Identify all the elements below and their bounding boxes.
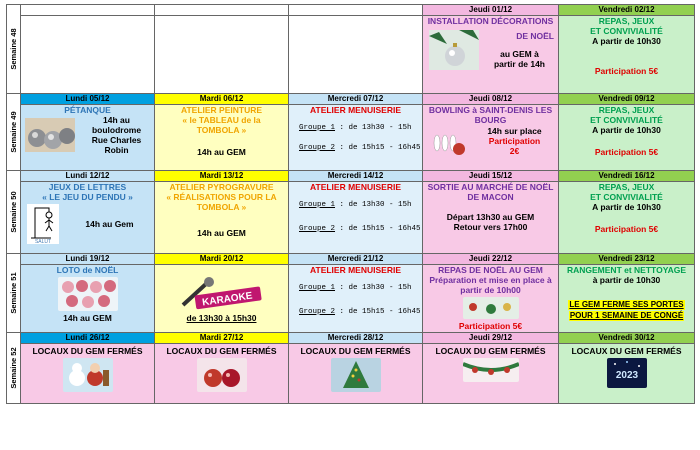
- activity-title: BOWLING à SAINT-DENIS LES: [428, 105, 553, 115]
- activity-title: REPAS, JEUX: [598, 16, 655, 26]
- day-header-wednesday: Mercredi 07/12: [289, 94, 423, 105]
- activity-cell: [423, 182, 559, 254]
- day-header-monday: Lundi 05/12: [21, 94, 155, 105]
- day-header-friday: Vendredi 30/12: [559, 333, 695, 344]
- week-label-51: Semaine 51: [7, 254, 21, 333]
- activity-info: 14h au GEM: [197, 147, 246, 157]
- activity-title: « LE JEU DU PENDU »: [42, 192, 133, 202]
- activity-cell: [155, 265, 289, 333]
- activity-title: « RÉALISATIONS POUR LA: [166, 192, 277, 202]
- activity-title: ATELIER PYROGRAVURE: [169, 182, 274, 192]
- christmas-characters-image: [63, 358, 113, 392]
- hangman-caption: SALUT: [34, 239, 52, 244]
- participation-fee: Participation 5€: [594, 224, 659, 234]
- week-48-body-row: [7, 16, 695, 94]
- activity-title: REPAS DE NOËL AU GEM: [438, 265, 543, 275]
- day-header-friday: Vendredi 09/12: [559, 94, 695, 105]
- activity-cell: [559, 182, 695, 254]
- activity-info: au GEM à: [500, 49, 539, 59]
- activity-cell: [423, 16, 559, 94]
- week-51-header-row: [7, 254, 695, 265]
- activity-title: ATELIER PEINTURE: [180, 105, 263, 115]
- day-header-thursday: Jeudi 29/12: [423, 333, 559, 344]
- activity-cell: [21, 265, 155, 333]
- activity-title: INSTALLATION DÉCORATIONS: [427, 16, 554, 26]
- activity-info: Préparation et mise en place à: [429, 275, 552, 285]
- group-time: : de 13h30 - 15h: [339, 284, 412, 292]
- week-label-52: Semaine 52: [7, 333, 21, 404]
- activity-title: ATELIER MENUISERIE: [310, 265, 401, 275]
- group-label: Groupe 2: [299, 144, 336, 152]
- closed-notice: LOCAUX DU GEM FERMÉS: [571, 346, 682, 356]
- activity-time: A partir de 10h30: [592, 36, 661, 46]
- closed-cell: [21, 344, 155, 404]
- activity-cell: [289, 105, 423, 171]
- group-label: Groupe 2: [299, 308, 336, 316]
- day-header-thursday: Jeudi 22/12: [423, 254, 559, 265]
- activity-title: BOURG: [474, 115, 507, 125]
- karaoke-caption: KARAOKE: [201, 290, 253, 309]
- day-header-tuesday: Mardi 06/12: [155, 94, 289, 105]
- activity-title: PÉTANQUE: [64, 105, 111, 115]
- activity-title: ET CONVIVIALITÉ: [590, 115, 663, 125]
- activity-cell: [559, 265, 695, 333]
- day-header-tuesday: Mardi 27/12: [155, 333, 289, 344]
- activity-info: partir de 10h00: [460, 285, 521, 295]
- activity-title: LOTO de NOËL: [56, 265, 119, 275]
- participation-fee: Participation 5€: [594, 66, 659, 76]
- closed-notice: LOCAUX DU GEM FERMÉS: [166, 346, 277, 356]
- group-time: : de 13h30 - 15h: [339, 124, 412, 132]
- group-time: : de 15h15 - 16h45: [339, 225, 421, 233]
- activity-info: Rue Charles: [91, 135, 142, 145]
- week-label-49: Semaine 49: [7, 94, 21, 171]
- activity-info: Retour vers 17h00: [453, 222, 528, 232]
- activity-cell: [289, 182, 423, 254]
- activity-title: DE MACON: [467, 192, 514, 202]
- activity-cell: [423, 105, 559, 171]
- christmas-garland-image: [463, 358, 519, 382]
- activity-title: ATELIER MENUISERIE: [310, 182, 401, 192]
- week-49-header-row: [7, 94, 695, 105]
- day-header-tuesday: Mardi 20/12: [155, 254, 289, 265]
- activity-title: ATELIER MENUISERIE: [310, 105, 401, 115]
- new-year-caption: 2023: [615, 370, 638, 381]
- closed-notice: LOCAUX DU GEM FERMÉS: [32, 346, 143, 356]
- activity-info: 14h au Gem: [85, 219, 134, 229]
- participation-fee: 2€: [509, 146, 520, 156]
- activity-info: partir de 14h: [493, 59, 546, 69]
- closed-cell: [289, 344, 423, 404]
- activity-title: SORTIE AU MARCHÉ DE NOËL: [427, 182, 554, 192]
- week-49-body-row: [7, 105, 695, 171]
- group-time: : de 15h15 - 16h45: [339, 308, 421, 316]
- activity-info: 14h au: [103, 115, 130, 125]
- day-header-wednesday: Mercredi 21/12: [289, 254, 423, 265]
- empty-header: [289, 5, 423, 16]
- day-header-friday: Vendredi 23/12: [559, 254, 695, 265]
- karaoke-microphone-image: [177, 275, 267, 311]
- activity-title: ET CONVIVIALITÉ: [590, 26, 663, 36]
- activity-title: JEUX DE LETTRES: [48, 182, 127, 192]
- activity-info: 14h au GEM: [63, 313, 112, 323]
- participation-fee: Participation 5€: [594, 147, 659, 157]
- activity-info: boulodrome: [91, 125, 142, 135]
- closed-notice: LOCAUX DU GEM FERMÉS: [435, 346, 546, 356]
- week-50-body-row: [7, 182, 695, 254]
- activity-cell: [289, 265, 423, 333]
- activity-cell: [21, 182, 155, 254]
- week-48-header-row: [7, 5, 695, 16]
- christmas-tree-image: [331, 358, 381, 392]
- bowling-pins-image: [427, 125, 467, 157]
- day-header-thursday: Jeudi 01/12: [423, 5, 559, 16]
- christmas-table-image: [463, 297, 519, 319]
- empty-cell: [21, 16, 155, 94]
- petanque-balls-image: [25, 118, 75, 152]
- planning-table: [6, 4, 695, 404]
- closure-notice: POUR 1 SEMAINE DE CONGÉ: [569, 311, 684, 320]
- closure-notice: LE GEM FERME SES PORTES: [569, 300, 684, 309]
- group-label: Groupe 1: [299, 284, 336, 292]
- new-year-2023-image: [607, 358, 647, 388]
- day-header-friday: Vendredi 02/12: [559, 5, 695, 16]
- empty-cell: [155, 16, 289, 94]
- day-header-tuesday: Mardi 13/12: [155, 171, 289, 182]
- day-header-wednesday: Mercredi 14/12: [289, 171, 423, 182]
- activity-info: Départ 13h30 au GEM: [446, 212, 535, 222]
- day-header-wednesday: Mercredi 28/12: [289, 333, 423, 344]
- activity-info: 14h au GEM: [197, 228, 246, 238]
- activity-cell: [155, 105, 289, 171]
- empty-header: [21, 5, 155, 16]
- activity-title: « le TABLEAU de la: [182, 115, 261, 125]
- group-time: : de 13h30 - 15h: [339, 201, 412, 209]
- participation-fee: Participation 5€: [458, 321, 523, 331]
- group-label: Groupe 1: [299, 201, 336, 209]
- week-label-50: Semaine 50: [7, 171, 21, 254]
- loto-balls-image: [58, 277, 118, 311]
- group-label: Groupe 1: [299, 124, 336, 132]
- activity-title: ET CONVIVIALITÉ: [590, 192, 663, 202]
- week-51-body-row: [7, 265, 695, 333]
- activity-info: 14h sur place: [487, 126, 542, 136]
- day-header-monday: Lundi 12/12: [21, 171, 155, 182]
- empty-cell: [289, 16, 423, 94]
- activity-time: A partir de 10h30: [592, 125, 661, 135]
- hangman-image: [27, 204, 59, 244]
- activity-cell: [21, 105, 155, 171]
- day-header-monday: Lundi 19/12: [21, 254, 155, 265]
- activity-title: REPAS, JEUX: [598, 105, 655, 115]
- week-52-body-row: [7, 344, 695, 404]
- week-52-header-row: [7, 333, 695, 344]
- week-label-48: Semaine 48: [7, 5, 21, 94]
- activity-cell: [423, 265, 559, 333]
- closed-cell: [423, 344, 559, 404]
- day-header-monday: Lundi 26/12: [21, 333, 155, 344]
- day-header-friday: Vendredi 16/12: [559, 171, 695, 182]
- day-header-thursday: Jeudi 08/12: [423, 94, 559, 105]
- activity-info: Robin: [104, 145, 129, 155]
- activity-time: à partir de 10h30: [592, 275, 661, 285]
- activity-title: RANGEMENT et NETTOYAGE: [566, 265, 687, 275]
- activity-title: TOMBOLA »: [196, 125, 247, 135]
- empty-header: [155, 5, 289, 16]
- activity-cell: [155, 182, 289, 254]
- christmas-ornament-image: [429, 30, 479, 70]
- activity-cell: [559, 105, 695, 171]
- group-time: : de 15h15 - 16h45: [339, 144, 421, 152]
- christmas-baubles-image: [197, 358, 247, 392]
- closed-notice: LOCAUX DU GEM FERMÉS: [300, 346, 411, 356]
- participation-fee: Participation: [488, 136, 541, 146]
- activity-title: REPAS, JEUX: [598, 182, 655, 192]
- closed-cell: [559, 344, 695, 404]
- closed-cell: [155, 344, 289, 404]
- week-50-header-row: [7, 171, 695, 182]
- activity-info: de 13h30 à 15h30: [186, 313, 257, 323]
- activity-title: TOMBOLA »: [196, 202, 247, 212]
- group-label: Groupe 2: [299, 225, 336, 233]
- day-header-thursday: Jeudi 15/12: [423, 171, 559, 182]
- activity-title: DE NOËL: [516, 31, 554, 41]
- activity-cell: [559, 16, 695, 94]
- activity-time: A partir de 10h30: [592, 202, 661, 212]
